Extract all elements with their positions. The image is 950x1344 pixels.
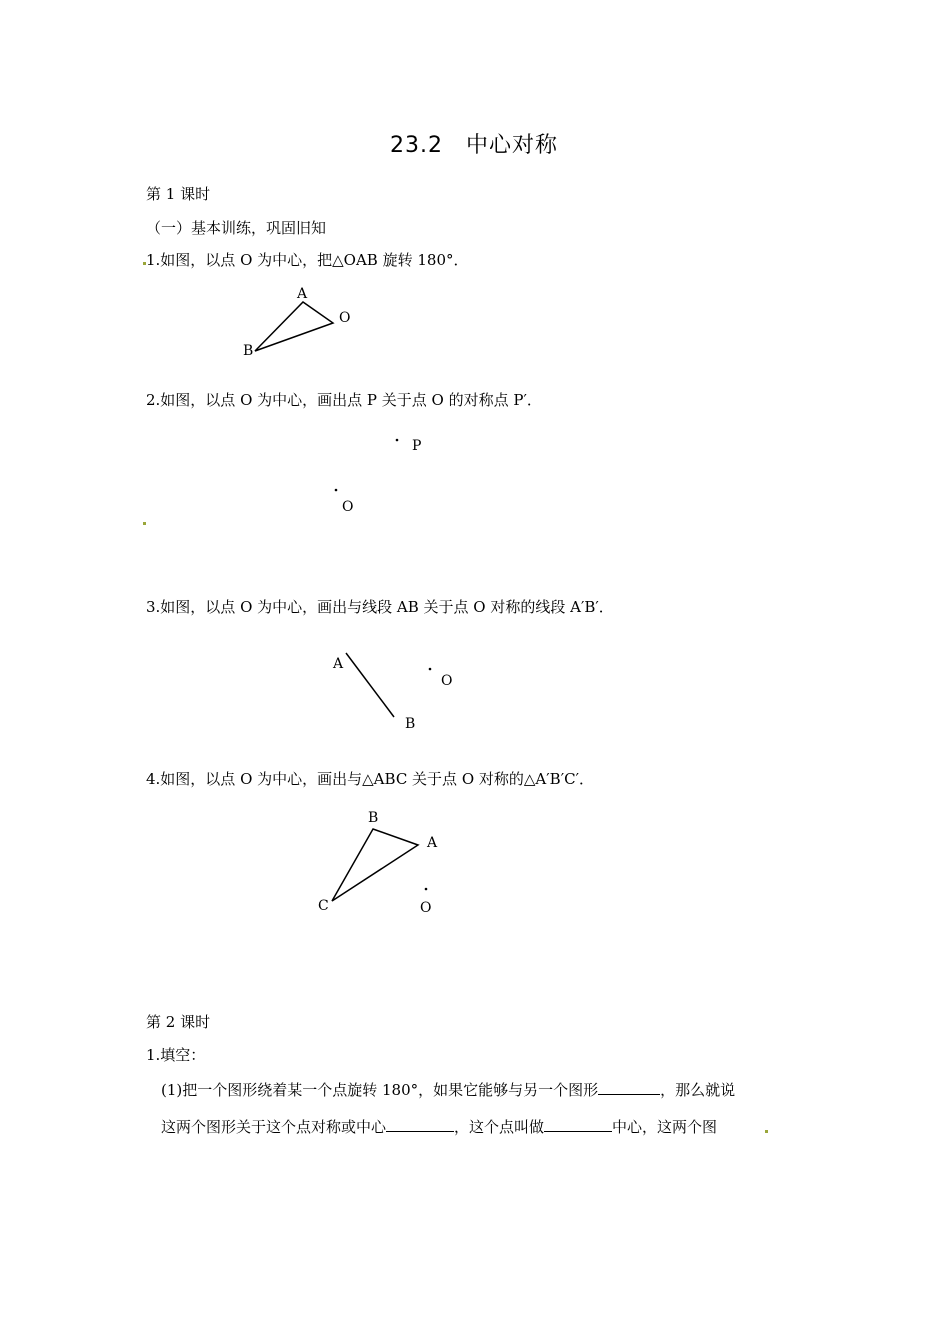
page-title: 23.2 中心对称: [390, 133, 558, 158]
label-p: P: [412, 438, 422, 454]
segment-ab: [346, 653, 394, 717]
label-o: O: [342, 499, 354, 515]
label-a: A: [297, 286, 308, 302]
fill-text: ，这个点叫做: [454, 1118, 545, 1136]
label-a: A: [427, 835, 438, 851]
triangle-oab: [255, 302, 333, 351]
answer-blank[interactable]: [386, 1115, 454, 1132]
label-a: A: [333, 656, 344, 672]
question-3-text: 3.如图，以点 O 为中心，画出与线段 AB 关于点 O 对称的线段 A′B′．: [146, 598, 614, 616]
label-o: O: [441, 673, 453, 689]
fill-in-line-2: [161, 1115, 717, 1137]
point-o: [425, 888, 428, 891]
section-heading: （一）基本训练，巩固旧知: [146, 219, 327, 237]
triangle-abc: [332, 829, 418, 901]
answer-blank[interactable]: [598, 1078, 660, 1095]
point-p: [396, 439, 399, 442]
point-o: [335, 489, 338, 492]
margin-mark: [143, 522, 146, 525]
lesson2-heading: 第 2 课时: [146, 1013, 211, 1031]
label-o: O: [420, 900, 432, 916]
question-1-text: 1.如图，以点 O 为中心，把△OAB 旋转 180°．: [146, 251, 469, 269]
label-b: B: [405, 716, 416, 732]
lesson1-heading: 第 1 课时: [146, 185, 211, 203]
margin-mark: [765, 1130, 768, 1133]
label-b: B: [243, 343, 254, 359]
fill-in-label: 1.填空：: [146, 1046, 206, 1064]
fill-text: ，那么就说: [660, 1081, 736, 1099]
fill-text: 中心，这两个图: [612, 1118, 718, 1136]
question-4-text: 4.如图，以点 O 为中心，画出与△ABC 关于点 O 对称的△A′B′C′．: [146, 770, 594, 788]
label-c: C: [318, 898, 329, 914]
label-b: B: [368, 810, 379, 826]
fill-text: 这两个图形关于这个点对称或中心: [161, 1118, 387, 1136]
label-o: O: [339, 310, 351, 326]
fill-text: (1)把一个图形绕着某一个点旋转 180°，如果它能够与另一个图形: [161, 1081, 599, 1099]
fill-in-line-1: [161, 1078, 735, 1100]
question-2-text: 2.如图，以点 O 为中心，画出点 P 关于点 O 的对称点 P′．: [146, 391, 542, 409]
point-o: [429, 668, 432, 671]
answer-blank[interactable]: [544, 1115, 612, 1132]
